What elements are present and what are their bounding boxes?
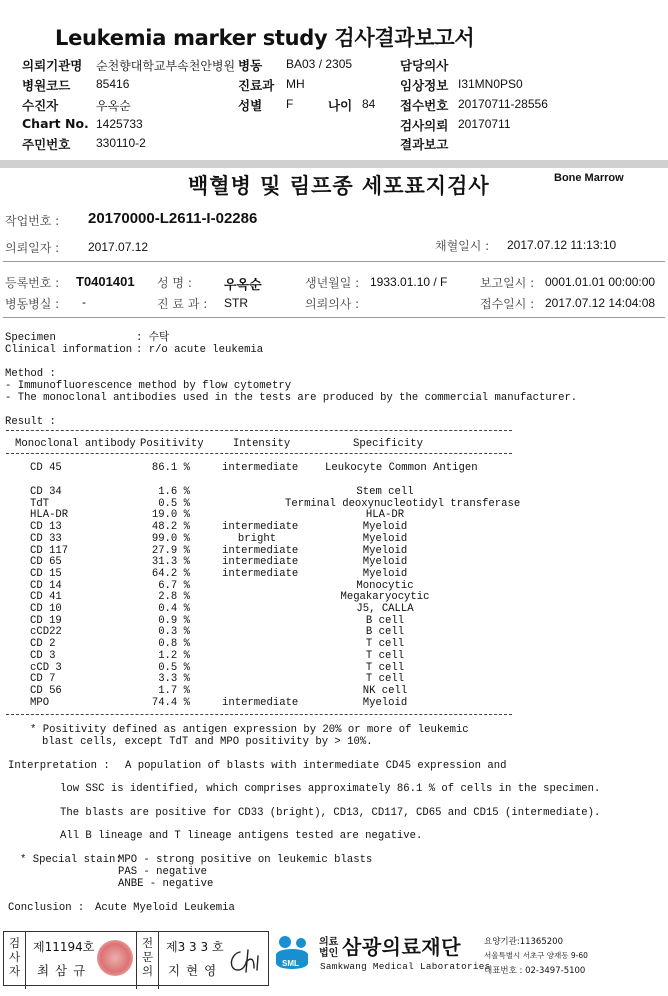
special-stain-label: * Special stain: [20, 854, 122, 866]
specificity-cell: Myeloid [362, 544, 408, 557]
special-stain-line: ANBE - negative [118, 878, 214, 890]
intensity-cell: intermediate [222, 696, 299, 709]
header-value-age: 84 [362, 97, 376, 111]
receive-date-value: 2017.07.12 14:04:08 [545, 296, 656, 310]
specificity-cell: Leukocyte Common Antigen [325, 462, 478, 474]
header-label-age: 나이 [328, 98, 353, 113]
collect-value: 2017.07.12 11:13:10 [507, 238, 617, 252]
table-top-rule [6, 430, 512, 431]
header-label-institution: 의뢰기관명 [22, 58, 83, 73]
specificity-cell: T cell [365, 649, 405, 662]
antibody-cell: cCD22 [30, 626, 62, 639]
header-value-request: 20170711 [458, 117, 511, 131]
antibody-cell: CD 2 [30, 638, 56, 651]
header-value-resident-no: 330110-2 [96, 136, 146, 150]
vertical-char: 전 [141, 936, 154, 950]
positivity-cell: 1.6 % [158, 486, 190, 498]
footnote-line: * Positivity defined as antigen expression by 20% or more of leukemic [30, 724, 469, 736]
institution-name-kr: 삼광의료재단 [342, 935, 461, 959]
intensity-cell: intermediate [222, 521, 299, 534]
dept-label: 진 료 과 : [157, 297, 208, 311]
report-date-label: 보고일시 : [480, 276, 535, 290]
footnote-line: blast cells, except TdT and MPO positivity by > 10%. [42, 736, 373, 748]
institution-phone: 대표번호 : 02-3497-5100 [484, 966, 586, 976]
specificity-cell: NK cell [362, 684, 408, 697]
intensity-cell: intermediate [222, 462, 299, 474]
institution-name-en: Samkwang Medical Laboratories [320, 961, 491, 972]
collect-label: 채혈일시 : [435, 239, 490, 253]
positivity-cell: 2.8 % [158, 591, 190, 604]
interpretation-line: low SSC is identified, which comprises approximately 86.1 % of cells in the specimen. [60, 783, 601, 795]
specificity-cell: Myeloid [362, 696, 408, 709]
header-value-sex: F [286, 97, 294, 111]
specificity-cell: Monocytic [356, 579, 414, 592]
positivity-cell: 0.9 % [158, 614, 190, 627]
header-separator [0, 160, 668, 168]
clinical-info-value: : r/o acute leukemia [136, 344, 264, 356]
header-label-request: 검사의뢰 [400, 118, 449, 133]
request-date-value: 2017.07.12 [88, 240, 149, 254]
positivity-cell: 31.3 % [151, 556, 190, 569]
specificity-cell: Myeloid [362, 567, 408, 580]
institution-code: 요양기관:11365200 [484, 937, 563, 947]
vertical-char: 자 [8, 964, 21, 978]
header-value-dept: MH [286, 77, 305, 91]
vertical-char: 의 [141, 964, 154, 978]
col-header-specificity: Specificity [353, 438, 423, 450]
table-bottom-rule [6, 714, 512, 715]
col-header-intensity: Intensity [233, 438, 291, 450]
positivity-cell: 64.2 % [151, 567, 190, 580]
header-value-patient: 우옥순 [96, 99, 131, 113]
method-heading: Method : [5, 368, 56, 380]
work-no-value: 20170000-L2611-I-02286 [88, 210, 258, 227]
sml-logo-icon [271, 933, 313, 977]
positivity-cell: 27.9 % [151, 544, 190, 557]
intensity-cell: bright [237, 532, 277, 545]
special-stain-line: MPO - strong positive on leukemic blasts [118, 854, 373, 866]
header-value-clinical-info: I31MN0PS0 [458, 77, 523, 91]
ward-value: - [82, 295, 86, 309]
specificity-cell: B cell [365, 626, 405, 639]
header-label-sex: 성별 [238, 98, 263, 113]
header-value-receipt-no: 20170711-28556 [458, 97, 548, 111]
header-label-resident-no: 주민번호 [22, 137, 71, 152]
intensity-cell: intermediate [222, 556, 299, 569]
special-stain-line: PAS - negative [118, 866, 208, 878]
antibody-cell: CD 56 [30, 684, 62, 697]
name-value: 우옥순 [224, 277, 262, 292]
vertical-char: 사 [8, 950, 21, 964]
reg-no-value: T0401401 [76, 274, 135, 289]
specificity-cell: J5, CALLA [356, 603, 414, 615]
specificity-cell: HLA-DR [365, 509, 405, 522]
conclusion-value: Acute Myeloid Leukemia [95, 902, 235, 914]
specificity-cell: T cell [365, 638, 405, 651]
logo-text: SML [282, 959, 299, 968]
method-line: - Immunofluorescence method by flow cytometry [5, 380, 292, 392]
vertical-char: 문 [141, 950, 154, 964]
specificity-cell: Megakaryocytic [340, 591, 430, 604]
interpretation-line: A population of blasts with intermediate CD45 expression and [125, 760, 507, 772]
clinical-info-label: Clinical information [5, 344, 133, 356]
positivity-cell: 74.4 % [151, 696, 190, 709]
request-date-label: 의뢰일자 : [5, 241, 60, 255]
header-value-hospital-code: 85416 [96, 77, 130, 91]
positivity-cell: 86.1 % [151, 462, 190, 474]
conclusion-label: Conclusion : [8, 902, 85, 914]
antibody-cell: CD 3 [30, 649, 56, 662]
divider-2 [3, 317, 665, 318]
col-header-antibody: Monoclonal antibody [15, 438, 136, 450]
reg-no-label: 등록번호 : [5, 276, 60, 290]
antibody-cell: CD 19 [30, 614, 62, 627]
positivity-cell: 6.7 % [158, 579, 190, 592]
vertical-char: 검 [8, 936, 21, 950]
institution-address: 서울특별시 서초구 양재동 9-60 [484, 951, 588, 960]
report-date-value: 0001.01.01 00:00:00 [545, 275, 656, 289]
header-label-result-report: 결과보고 [400, 137, 449, 152]
interpretation-label: Interpretation : [8, 760, 110, 772]
specificity-cell: Myeloid [362, 532, 408, 545]
specificity-cell: T cell [365, 673, 405, 686]
col-header-positivity: Positivity [140, 438, 204, 450]
doctor-label: 의뢰의사 : [305, 297, 360, 311]
positivity-cell: 1.7 % [158, 684, 190, 697]
interpretation-line: The blasts are positive for CD33 (bright), CD13, CD117, CD65 and CD15 (intermediate). [60, 807, 601, 819]
header-value-chart-no: 1425733 [96, 117, 143, 131]
antibody-cell: CD 7 [30, 673, 56, 686]
header-value-institution: 순천향대학교부속천안병원 [96, 59, 236, 73]
antibody-cell: CD 14 [30, 579, 62, 592]
positivity-cell: 1.2 % [158, 649, 190, 662]
intensity-cell: intermediate [222, 544, 299, 557]
header-label-patient: 수진자 [22, 98, 59, 113]
header-label-clinical-info: 임상정보 [400, 78, 449, 93]
result-heading: Result : [5, 416, 56, 428]
antibody-cell: CD 15 [30, 567, 62, 580]
ward-label: 병동병실 : [5, 297, 60, 311]
header-label-chart-no: Chart No. [22, 116, 89, 131]
header-label-ward: 병동 [238, 58, 263, 73]
specialist-license: 제3 3 3 호 [166, 940, 224, 954]
dob-value: 1933.01.10 / F [370, 275, 448, 289]
header-label-doctor: 담당의사 [400, 58, 449, 73]
seal-stamp [97, 940, 133, 976]
specificity-cell: B cell [365, 614, 405, 627]
specimen-value: : 수탁 [136, 332, 170, 344]
inspector-license: 제11194호 [33, 940, 95, 954]
positivity-cell: 0.5 % [158, 661, 190, 674]
specimen-label: Specimen [5, 332, 56, 344]
institution-type-top: 의료 [319, 937, 339, 948]
inspector-name: 최 삼 규 [37, 963, 87, 978]
interpretation-line: All B lineage and T lineage antigens tested are negative. [60, 830, 423, 842]
name-label: 성 명 : [157, 276, 192, 290]
antibody-cell: CD 10 [30, 603, 62, 615]
positivity-cell: 0.8 % [158, 638, 190, 651]
method-line: - The monoclonal antibodies used in the tests are produced by the commercial manufacturer. [5, 392, 578, 404]
header-label-receipt-no: 접수번호 [400, 98, 449, 113]
header-label-hospital-code: 병원코드 [22, 78, 71, 93]
sample-type: Bone Marrow [554, 172, 624, 184]
dept-value: STR [224, 296, 248, 310]
specificity-cell: Myeloid [362, 521, 408, 534]
positivity-cell: 19.0 % [151, 509, 190, 522]
specificity-cell: T cell [365, 661, 405, 674]
antibody-cell: CD 13 [30, 521, 62, 534]
report-title: 백혈병 및 림프종 세포표지검사 [188, 174, 490, 198]
institution-type-bottom: 법인 [319, 948, 339, 959]
receive-date-label: 접수일시 : [480, 297, 535, 311]
antibody-cell: CD 65 [30, 556, 62, 569]
table-header-rule [6, 453, 512, 454]
positivity-cell: 48.2 % [151, 521, 190, 534]
positivity-cell: 0.4 % [158, 603, 190, 615]
specialist-vertical-label [136, 932, 159, 989]
inspector-vertical-label [4, 932, 26, 989]
specificity-cell: Terminal deoxynucleotidyl transferase [285, 497, 521, 510]
intensity-cell: intermediate [222, 567, 299, 580]
specificity-cell: Myeloid [362, 556, 408, 569]
antibody-cell: TdT [30, 497, 50, 510]
signature-icon [226, 946, 264, 976]
positivity-cell: 0.5 % [158, 497, 190, 510]
work-no-label: 작업번호 : [5, 214, 60, 228]
header-label-dept: 진료과 [238, 78, 275, 93]
antibody-cell: CD 45 [30, 462, 62, 474]
specialist-name: 지 현 영 [168, 963, 218, 978]
antibody-cell: CD 117 [30, 544, 69, 557]
signature-box [3, 931, 269, 986]
antibody-cell: HLA-DR [30, 509, 69, 522]
positivity-cell: 99.0 % [151, 532, 190, 545]
divider-1 [3, 261, 665, 262]
dob-label: 생년월일 : [305, 276, 360, 290]
specificity-cell: Stem cell [356, 486, 414, 498]
antibody-cell: CD 41 [30, 591, 62, 604]
document-title: Leukemia marker study 검사결과보고서 [55, 26, 475, 50]
antibody-cell: cCD 3 [30, 661, 62, 674]
positivity-cell: 3.3 % [158, 673, 190, 686]
antibody-cell: CD 34 [30, 486, 62, 498]
header-value-ward: BA03 / 2305 [286, 57, 353, 71]
antibody-cell: MPO [30, 696, 50, 709]
antibody-cell: CD 33 [30, 532, 62, 545]
positivity-cell: 0.3 % [158, 626, 190, 639]
